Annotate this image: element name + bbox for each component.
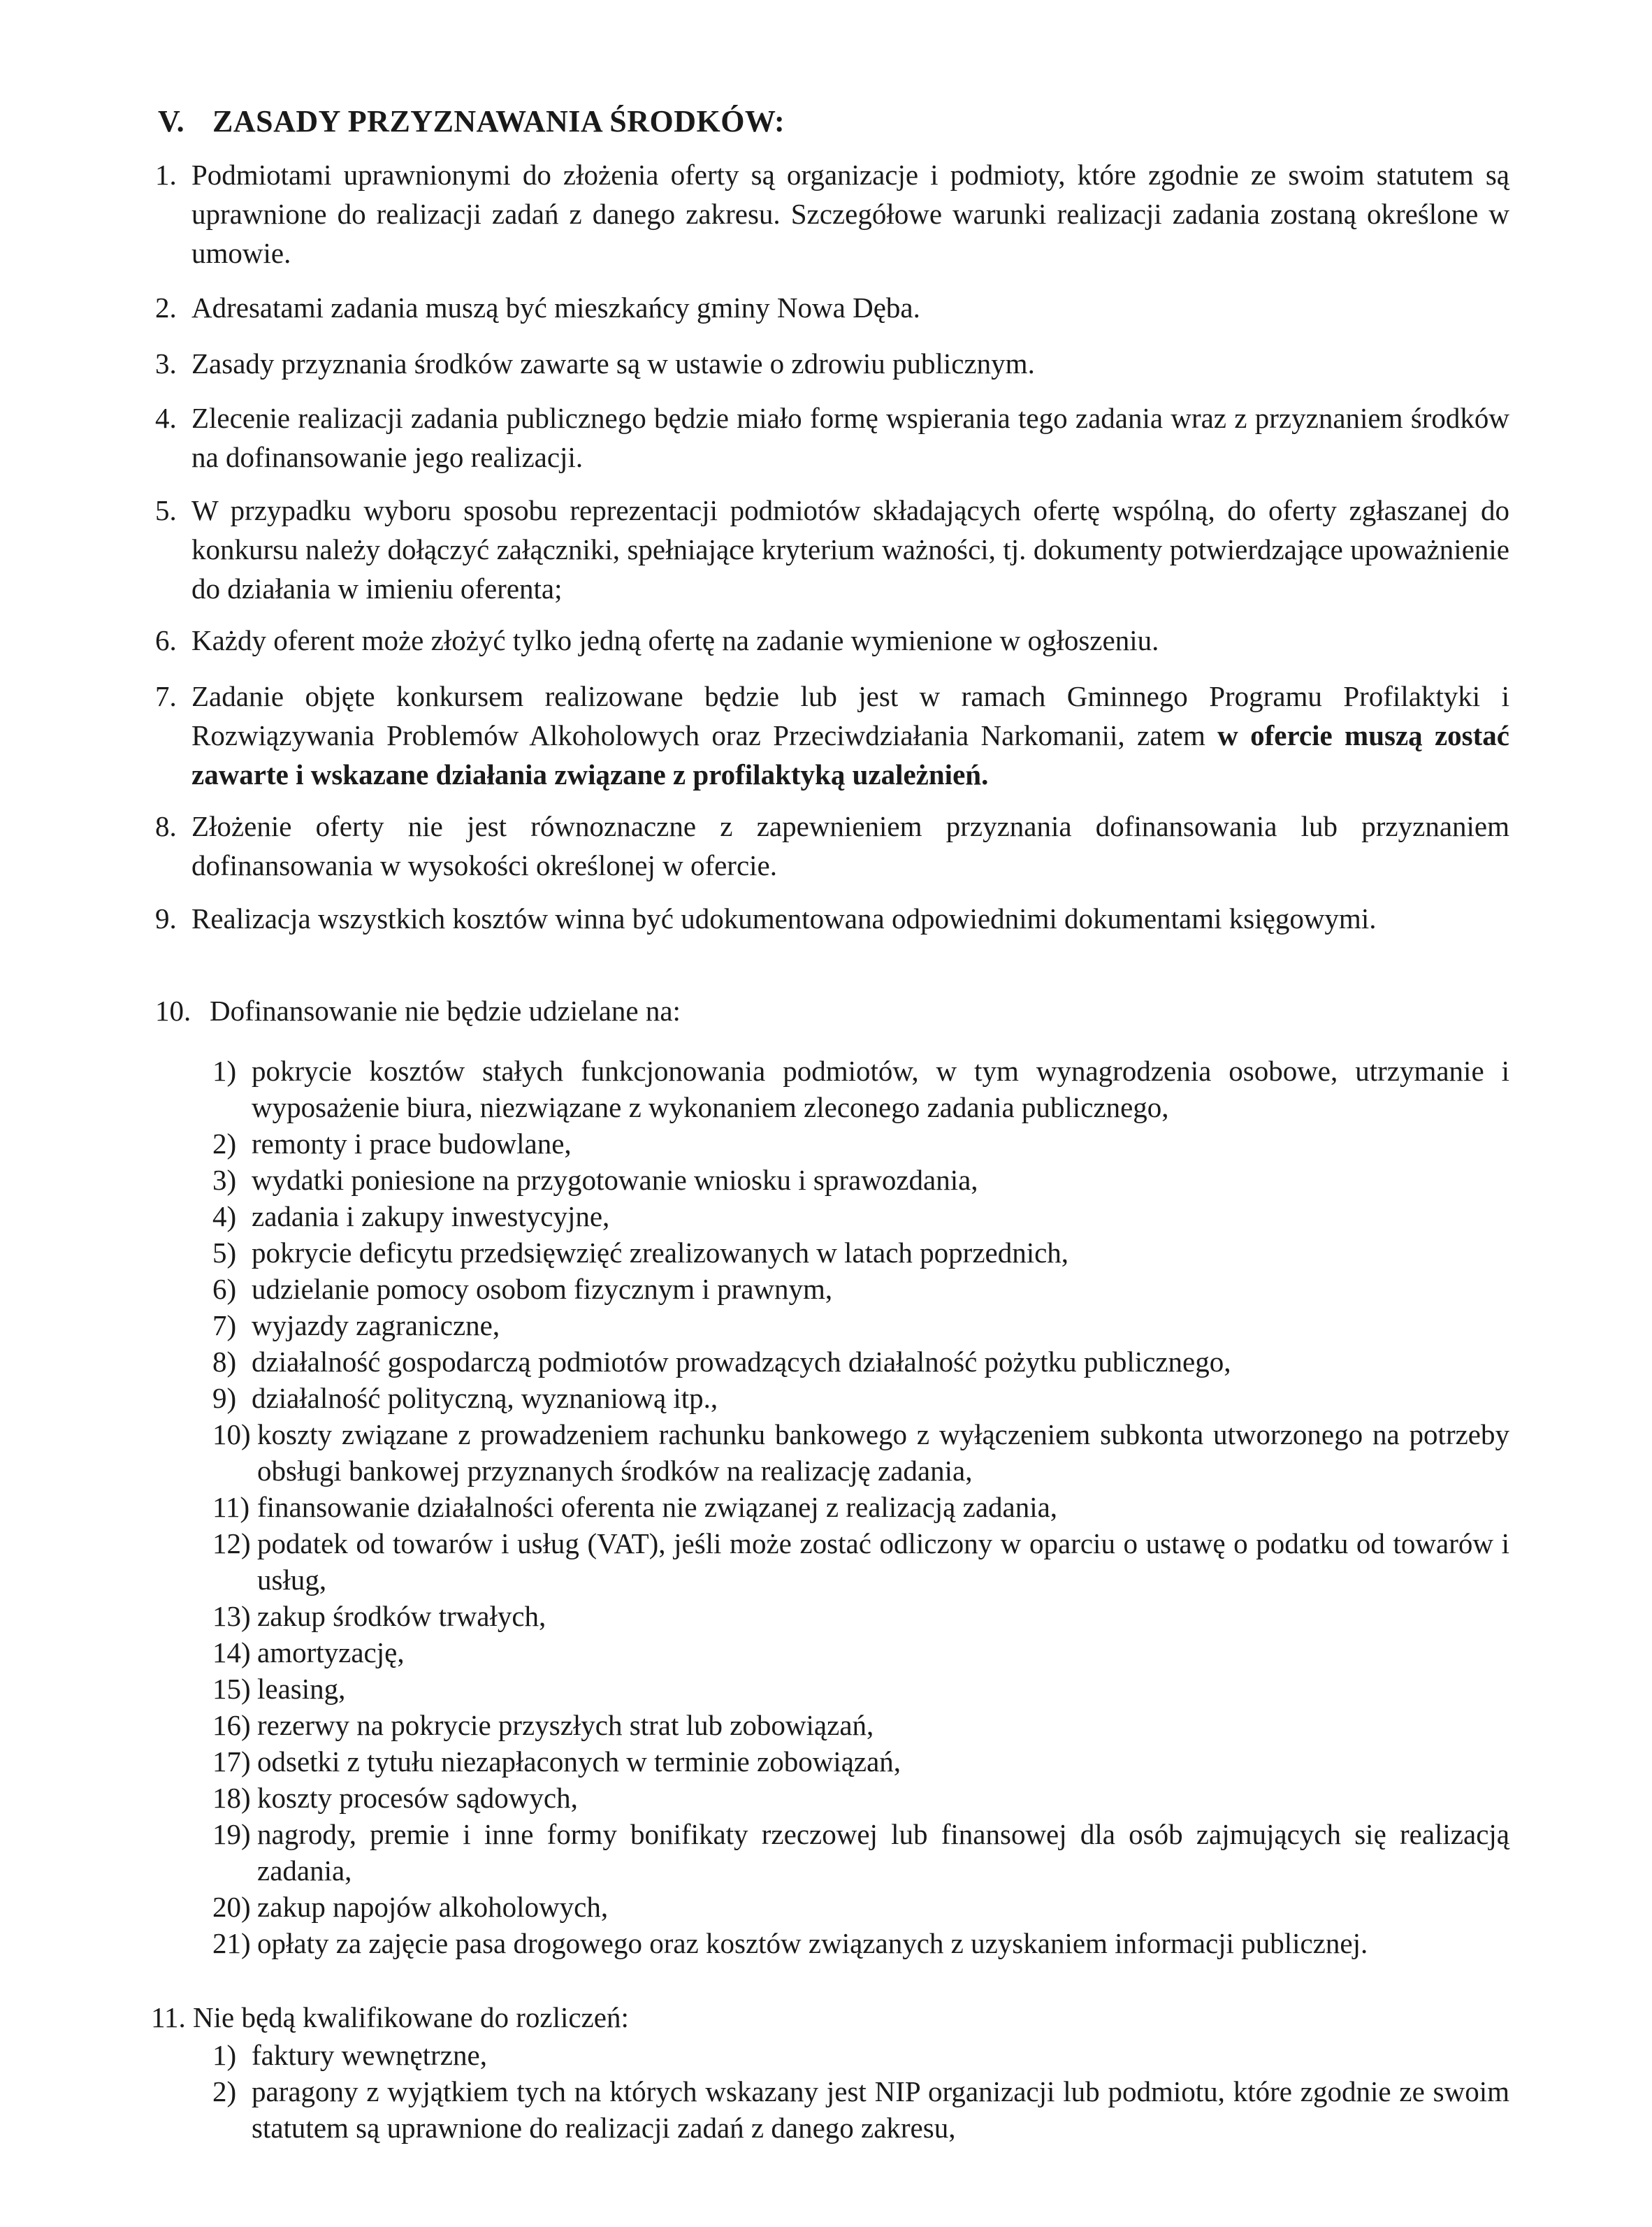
item-text: Adresatami zadania muszą być mieszkańcy gminy Nowa Dęba. (191, 291, 920, 324)
rule-item-8 (155, 807, 1509, 885)
exclusion-item-7 (212, 1307, 1509, 1343)
subitem-number: 18) (212, 1782, 251, 1814)
section-title: ZASADY PRZYZNAWANIA ŚRODKÓW: (212, 104, 785, 138)
subitem-text: działalność gospodarczą podmiotów prowadzących działalność pożytku publicznego, (252, 1346, 1231, 1378)
item-number: 4. (155, 402, 177, 434)
rule-item-5 (155, 491, 1509, 608)
subitem-number: 14) (212, 1636, 251, 1669)
rule-item-3 (155, 344, 1509, 383)
rule-item-10 (155, 991, 1509, 1030)
subitem-number: 8) (212, 1346, 237, 1378)
subitem-text: działalność polityczną, wyznaniową itp., (252, 1382, 718, 1414)
rule-item-9 (155, 899, 1509, 938)
item-number: 5. (155, 494, 177, 526)
item-text: Podmiotami uprawnionymi do złożenia oferty są organizacje i podmioty, które zgodnie ze swoim statutem są uprawnione do realizacji zadań z danego zakresu. Szczegółowe warunki realizacji zadania zostaną określone w umowie. (191, 159, 1509, 269)
item-text: Realizacja wszystkich kosztów winna być udokumentowana odpowiednimi dokumentami księgowymi. (191, 902, 1377, 935)
item-number: 3. (155, 347, 177, 380)
subitem-text: leasing, (257, 1673, 346, 1705)
subitem-text: faktury wewnętrzne, (252, 2039, 487, 2071)
non-qualifying-item-2 (212, 2073, 1509, 2146)
exclusion-item-17 (212, 1743, 1509, 1780)
exclusion-item-10 (212, 1416, 1509, 1489)
exclusion-item-8 (212, 1343, 1509, 1380)
subitem-number: 3) (212, 1164, 237, 1196)
rule-item-6 (155, 621, 1509, 660)
subitem-number: 4) (212, 1200, 237, 1232)
item-text: Zlecenie realizacji zadania publicznego będzie miało formę wspierania tego zadania wraz z przyznaniem środków na dofinansowanie jego realizacji. (191, 402, 1509, 473)
rule-item-7 (155, 677, 1509, 794)
subitem-text: podatek od towarów i usług (VAT), jeśli może zostać odliczony w oparciu o ustawę o podatku od towarów i usług, (257, 1527, 1509, 1596)
subitem-text: wydatki poniesione na przygotowanie wniosku i sprawozdania, (252, 1164, 978, 1196)
subitem-text: amortyzację, (257, 1636, 405, 1669)
subitem-text: nagrody, premie i inne formy bonifikaty rzeczowej lub finansowej dla osób zajmujących się realizacją zadania, (257, 1818, 1509, 1887)
exclusion-item-15 (212, 1671, 1509, 1707)
subitem-number: 2) (212, 1127, 237, 1160)
item-text: W przypadku wyboru sposobu reprezentacji podmiotów składających ofertę wspólną, do oferty zgłaszanej do konkursu należy dołączyć załączniki, spełniające kryterium ważności, tj. dokumenty potwierdzające upoważnienie do działania w imieniu oferenta; (191, 494, 1509, 605)
section-heading (158, 103, 785, 139)
item-text: Dofinansowanie nie będzie udzielane na: (210, 995, 681, 1027)
subitem-text: paragony z wyjątkiem tych na których wskazany jest NIP organizacji lub podmiotu, które zgodnie ze swoim statutem są uprawnione do realizacji zadań z danego zakresu, (252, 2075, 1509, 2144)
item-number: 10. (155, 995, 191, 1027)
subitem-text: rezerwy na pokrycie przyszłych strat lub zobowiązań, (257, 1709, 874, 1741)
exclusion-item-18 (212, 1780, 1509, 1816)
subitem-number: 2) (212, 2075, 237, 2107)
exclusion-item-2 (212, 1125, 1509, 1162)
subitem-number: 1) (212, 2039, 237, 2071)
subitem-text: zakup środków trwałych, (257, 1600, 546, 1632)
item-number: 7. (155, 680, 177, 712)
subitem-number: 20) (212, 1891, 251, 1923)
subitem-text: zadania i zakupy inwestycyjne, (252, 1200, 610, 1232)
exclusion-item-6 (212, 1271, 1509, 1307)
item-text: Nie będą kwalifikowane do rozliczeń: (193, 2001, 629, 2033)
exclusion-item-19 (212, 1816, 1509, 1889)
subitem-number: 13) (212, 1600, 251, 1632)
subitem-text: pokrycie kosztów stałych funkcjonowania podmiotów, w tym wynagrodzenia osobowe, utrzymanie i wyposażenie biura, niezwiązane z wykonaniem zleconego zadania publicznego, (252, 1055, 1509, 1123)
item-number: 6. (155, 624, 177, 656)
subitem-number: 12) (212, 1527, 251, 1559)
item-text-regular: Zadanie objęte konkursem realizowane będzie lub jest w ramach Gminnego Programu Profilaktyki i Rozwiązywania Problemów Alkoholowych oraz Przeciwdziałania Narkomanii, zatem (191, 680, 1509, 751)
exclusion-item-4 (212, 1198, 1509, 1234)
subitem-number: 10) (212, 1418, 251, 1450)
item-number: 2. (155, 291, 177, 324)
subitem-text: remonty i prace budowlane, (252, 1127, 572, 1160)
exclusion-item-11 (212, 1489, 1509, 1525)
subitem-number: 15) (212, 1673, 251, 1705)
exclusion-item-21 (212, 1925, 1509, 1961)
subitem-number: 7) (212, 1309, 237, 1341)
subitem-number: 17) (212, 1745, 251, 1778)
rule-item-2 (155, 288, 1509, 327)
exclusion-item-5 (212, 1234, 1509, 1271)
rule-item-4 (155, 398, 1509, 477)
exclusion-item-3 (212, 1162, 1509, 1198)
subitem-text: koszty procesów sądowych, (257, 1782, 578, 1814)
item-text-bold: w ofercie muszą zostać zawarte i wskazane działania związane z profilaktyką uzależnień. (191, 719, 1509, 791)
subitem-text: odsetki z tytułu niezapłaconych w terminie zobowiązań, (257, 1745, 901, 1778)
item-text: Każdy oferent może złożyć tylko jedną ofertę na zadanie wymienione w ogłoszeniu. (191, 624, 1159, 656)
exclusion-item-16 (212, 1707, 1509, 1743)
subitem-text: opłaty za zajęcie pasa drogowego oraz kosztów związanych z uzyskaniem informacji publicznej. (257, 1927, 1368, 1959)
rule-item-11 (151, 1998, 1505, 2037)
exclusion-item-13 (212, 1598, 1509, 1634)
subitem-number: 16) (212, 1709, 251, 1741)
item-number: 11. (151, 2001, 186, 2033)
non-qualifying-item-1 (212, 2037, 1509, 2073)
subitem-text: koszty związane z prowadzeniem rachunku bankowego z wyłączeniem subkonta utworzonego na potrzeby obsługi bankowej przyznanych środków na realizację zadania, (257, 1418, 1509, 1487)
subitem-text: zakup napojów alkoholowych, (257, 1891, 609, 1923)
exclusion-item-12 (212, 1525, 1509, 1598)
subitem-number: 1) (212, 1055, 237, 1087)
subitem-number: 9) (212, 1382, 237, 1414)
subitem-text: wyjazdy zagraniczne, (252, 1309, 500, 1341)
subitem-number: 11) (212, 1491, 250, 1523)
exclusion-item-14 (212, 1634, 1509, 1671)
section-number: V. (158, 104, 185, 138)
subitem-number: 21) (212, 1927, 251, 1959)
exclusion-item-1 (212, 1053, 1509, 1125)
subitem-text: pokrycie deficytu przedsięwzięć zrealizowanych w latach poprzednich, (252, 1237, 1069, 1269)
exclusion-item-20 (212, 1889, 1509, 1925)
item-number: 8. (155, 810, 177, 842)
item-number: 9. (155, 902, 177, 935)
item-text (191, 677, 1509, 794)
subitem-number: 19) (212, 1818, 251, 1850)
item-number: 1. (155, 159, 177, 191)
subitem-text: finansowanie działalności oferenta nie związanej z realizacją zadania, (257, 1491, 1058, 1523)
subitem-number: 6) (212, 1273, 237, 1305)
exclusion-item-9 (212, 1380, 1509, 1416)
item-text: Złożenie oferty nie jest równoznaczne z zapewnieniem przyznania dofinansowania lub przyznaniem dofinansowania w wysokości określonej w ofercie. (191, 810, 1509, 881)
subitem-text: udzielanie pomocy osobom fizycznym i prawnym, (252, 1273, 833, 1305)
item-text: Zasady przyznania środków zawarte są w ustawie o zdrowiu publicznym. (191, 347, 1035, 380)
rule-item-1 (155, 155, 1509, 273)
subitem-number: 5) (212, 1237, 237, 1269)
